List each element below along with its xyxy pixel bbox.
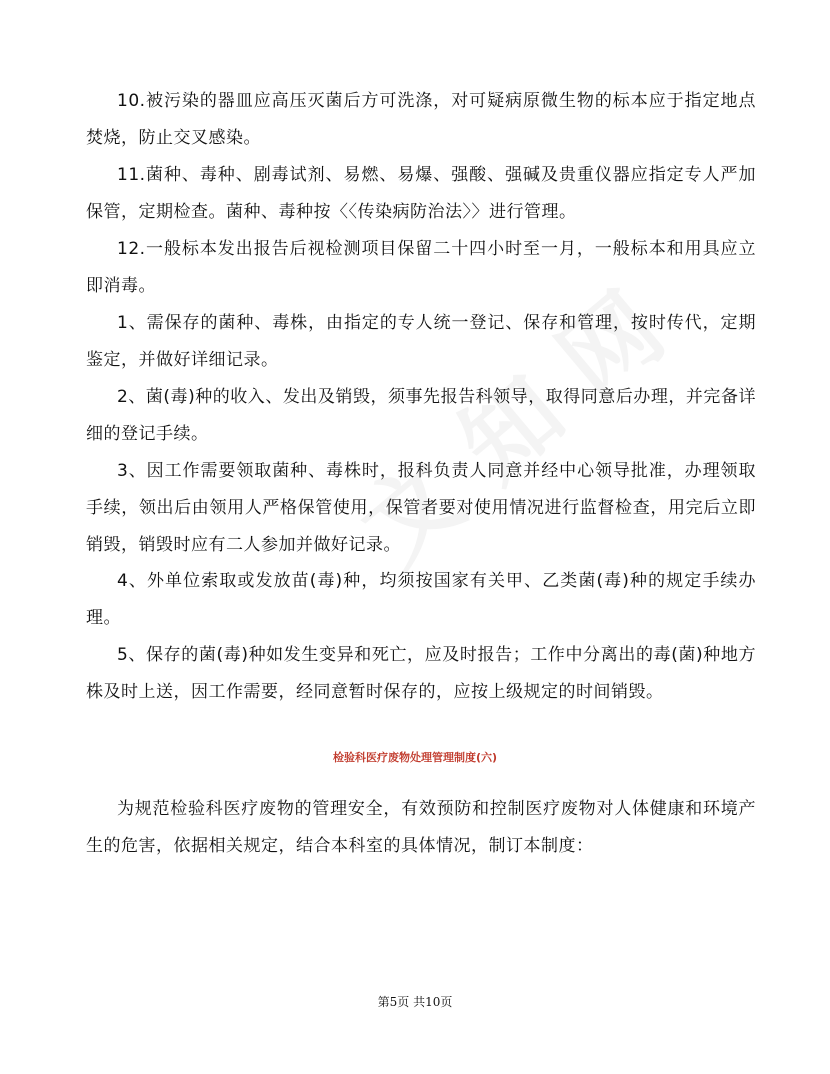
section-heading: 检验科医疗废物处理管理制度(六)	[332, 751, 498, 764]
paragraph-11: 11.菌种、毒种、剧毒试剂、易燃、易爆、强酸、强碱及贵重仪器应指定专人严加保管，定期检查。菌种、毒种按〈〈传染病防治法〉〉进行管理。	[86, 165, 756, 222]
paragraph-item-1: 1、需保存的菌种、毒株，由指定的专人统一登记、保存和管理，按时传代，定期鉴定，并做好详细记录。	[86, 313, 756, 370]
paragraph-item-3: 3、因工作需要领取菌种、毒株时，报科负责人同意并经中心领导批准，办理领取手续，领出后由领用人严格保管使用，保管者要对使用情况进行监督检查，用完后立即销毁，销毁时应有二人参加并做好记录。	[86, 461, 756, 555]
paragraph-item-2: 2、菌(毒)种的收入、发出及销毁，须事先报告科领导，取得同意后办理，并完备详细的登记手续。	[86, 387, 756, 444]
paragraph-item-5: 5、保存的菌(毒)种如发生变异和死亡，应及时报告；工作中分离出的毒(菌)种地方株及时上送，因工作需要，经同意暂时保存的，应按上级规定的时间销毁。	[86, 645, 756, 702]
paragraph-10: 10.被污染的器皿应高压灭菌后方可洗涤，对可疑病原微生物的标本应于指定地点焚烧，防止交叉感染。	[86, 91, 756, 148]
page-footer: 第5页 共10页	[377, 995, 453, 1009]
paragraph-item-4: 4、外单位索取或发放苗(毒)种，均须按国家有关甲、乙类菌(毒)种的规定手续办理。	[86, 571, 756, 628]
paragraph-12: 12.一般标本发出报告后视检测项目保留二十四小时至一月，一般标本和用具应立即消毒。	[86, 239, 756, 296]
intro-paragraph: 为规范检验科医疗废物的管理安全，有效预防和控制医疗废物对人体健康和环境产生的危害，依据相关规定，结合本科室的具体情况，制订本制度：	[86, 799, 756, 856]
